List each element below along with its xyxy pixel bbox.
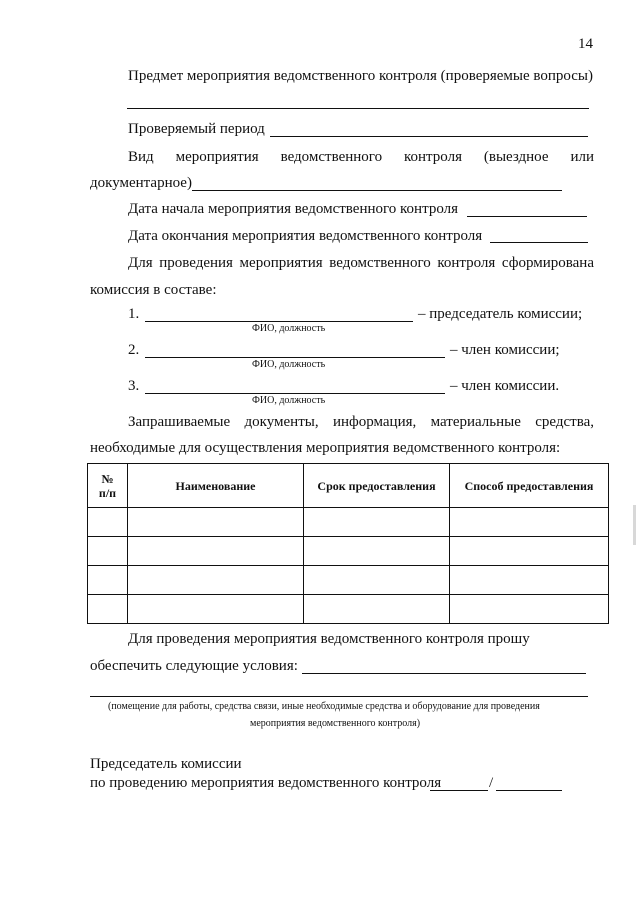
type-word: (выездное [483,149,549,165]
member-number: 1. [128,306,140,322]
start-date-field-line[interactable] [467,216,587,217]
docs-line1: Запрашиваемые документы, информация, материальные средства, [128,414,594,430]
conditions-line2: обеспечить следующие условия: [90,658,298,674]
col-header-method: Способ предоставления [450,464,609,508]
start-date-label: Дата начала мероприятия ведомственного контроля [128,201,459,217]
member-hint: ФИО, должность [252,323,326,334]
table-header-row [88,464,609,508]
col-header-number: № п/п [88,464,128,508]
table-cell[interactable] [88,508,128,537]
control-type-line1 [128,149,594,166]
member-field-line[interactable] [145,393,445,394]
commission-line1: Для проведения мероприятия ведомственного контроля сформирована [128,255,594,271]
table-cell[interactable] [128,508,304,537]
member-role: – член комиссии; [450,342,560,358]
table-row [88,508,609,537]
type-word: Вид [128,149,154,165]
signature-subtitle: по проведению мероприятия ведомственного контроля [90,775,442,791]
page-number: 14 [578,36,593,52]
conditions-line1: Для проведения мероприятия ведомственного контроля прошу [128,631,530,647]
control-type-line2: документарное) [90,175,192,191]
table-cell[interactable] [128,595,304,624]
member-number: 2. [128,342,140,358]
control-type-field-line[interactable] [192,190,562,191]
conditions-field-line[interactable] [302,673,586,674]
requested-documents-table [87,463,609,624]
table-cell[interactable] [304,566,450,595]
end-date-field-line[interactable] [490,242,588,243]
member-field-line[interactable] [145,357,445,358]
conditions-field-line-2[interactable] [90,696,588,697]
table-cell[interactable] [128,537,304,566]
table-row [88,566,609,595]
conditions-hint: мероприятия ведомственного контроля) [250,718,421,729]
conditions-hint: (помещение для работы, средства связи, иные необходимые средства и оборудование для проведения [108,701,540,712]
member-role: – член комиссии. [450,378,560,394]
member-hint: ФИО, должность [252,395,326,406]
signature-field-line[interactable] [430,790,488,791]
table-row [88,595,609,624]
table-cell[interactable] [450,595,609,624]
commission-line2: комиссия в составе: [90,282,217,298]
table-cell[interactable] [88,595,128,624]
table-cell[interactable] [88,537,128,566]
table-cell[interactable] [450,566,609,595]
member-field-line[interactable] [145,321,413,322]
table-cell[interactable] [304,537,450,566]
table-cell[interactable] [128,566,304,595]
type-word: контроля [403,149,462,165]
col-header-name: Наименование [128,464,304,508]
signature-title: Председатель комиссии [90,756,242,772]
member-number: 3. [128,378,140,394]
type-word: ведомственного [280,149,383,165]
period-label: Проверяемый период [128,121,265,137]
table-cell[interactable] [450,508,609,537]
table-cell[interactable] [304,595,450,624]
type-word: или [570,149,594,165]
subject-label: Предмет мероприятия ведомственного контроля (проверяемые вопросы) [128,68,594,84]
subject-field-line[interactable] [127,108,589,109]
scan-artifact [633,505,636,545]
name-field-line[interactable] [496,790,562,791]
table-cell[interactable] [450,537,609,566]
period-field-line[interactable] [270,136,588,137]
end-date-label: Дата окончания мероприятия ведомственного контроля [128,228,483,244]
docs-line2: необходимые для осуществления мероприятия ведомственного контроля: [90,440,561,456]
member-hint: ФИО, должность [252,359,326,370]
type-word: мероприятия [175,149,259,165]
member-role: – председатель комиссии; [418,306,583,322]
col-header-deadline: Срок предоставления [304,464,450,508]
table-cell[interactable] [304,508,450,537]
table-row [88,537,609,566]
table-cell[interactable] [88,566,128,595]
signature-slash: / [489,775,494,791]
